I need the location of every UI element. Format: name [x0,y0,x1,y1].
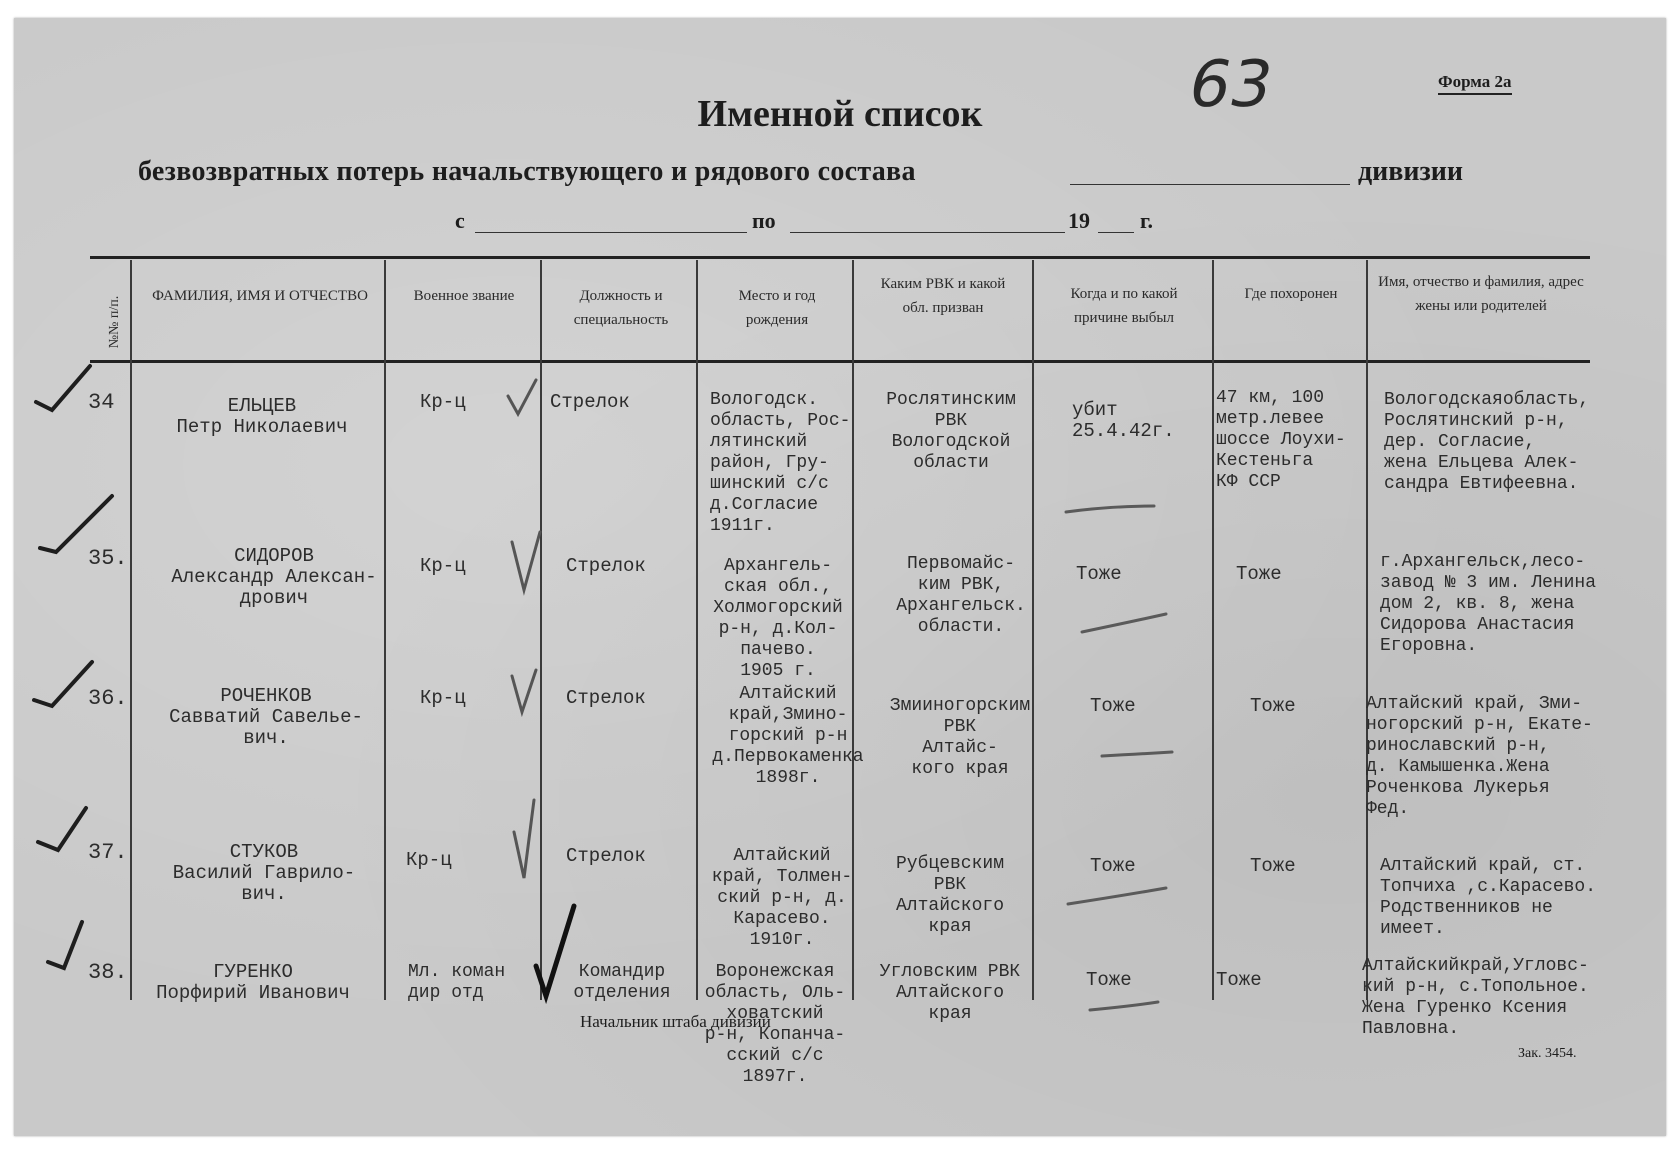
dash-mark [1082,614,1166,632]
form-label: Форма 2а [1438,72,1512,95]
year-label: 19 [1068,208,1090,233]
col-header-birth: Место и год рождения [738,288,816,328]
row-number: 35. [88,546,128,571]
row-name: СИДОРОВ Александр Алексан- дрович [171,545,377,609]
row-position: Командир отделения [573,962,671,1003]
order-number: Зак. 3454. [1518,1046,1577,1061]
row-relatives: Вологодскаяобласть, Рослятинский р-н, дер. Согласие, жена Ельцева Алек- сандра Евтифеевна. [1384,390,1590,494]
row-relatives: г.Архангельск,лесо- завод № 3 им. Ленина дом 2, кв. 8, жена Сидорова Анастасия Егоровна. [1380,552,1597,656]
page-number: 63 [1182,48,1280,122]
col-header-reason: Когда и по какой причине выбыл [1070,286,1178,326]
checkmark-icon [48,922,82,968]
margin-checkmarks [34,366,115,968]
row-position: Стрелок [550,391,630,413]
signature-label: Начальник штаба дивизии [580,1012,771,1031]
row-reason: убит 25.4.42г. [1072,399,1175,442]
division-label: дивизии [1358,156,1464,187]
row-birth: Архангель- ская обл., Холмогорский р-н, д.Кол- пачево. 1905 г. [713,556,843,681]
row-name: СТУКОВ Василий Гаврило- вич. [172,841,356,905]
row-name: ГУРЕНКО Порфирий Иванович [156,961,350,1004]
col-header-position: Должность и специальность [573,288,669,328]
checkmark-icon [40,496,112,552]
row-position: Стрелок [566,555,646,577]
row-reason: Тоже [1090,695,1136,717]
rank-checkmarks [508,380,574,996]
row-rank: Кр-ц [420,555,466,577]
row-buried: Тоже [1236,563,1282,585]
dash-mark [1102,752,1172,756]
page-subtitle: безвозвратных потерь начальствующего и рядового состава [138,156,916,187]
col-header-buried: Где похоронен [1244,286,1338,302]
row-position: Стрелок [566,845,646,867]
from-label: с [455,208,465,233]
row-number: 37. [88,840,128,865]
row-relatives: Алтайскийкрай,Угловс- кий р-н, с.Топольное. Жена Гуренко Ксения Павловна. [1362,956,1589,1039]
row-rank: Кр-ц [420,687,466,709]
row-rank: Кр-ц [406,849,452,871]
row-reason: Тоже [1076,563,1122,585]
row-relatives: Алтайский край, Зми- ногорский р-н, Екате- ринославский р-н, д. Камышенка.Жена Роченкова Лукерья Фед. [1366,694,1593,819]
checkmark-icon [536,906,574,996]
checkmark-icon [514,800,534,878]
row-birth: Вологодск. область, Рос- лятинский район, Гру- шинский с/с д.Согласие 1911г. [710,390,851,536]
col-header-rvk: Каким РВК и какой обл. призван [880,276,1006,316]
row-name: ЕЛЬЦЕВ Петр Николаевич [176,395,348,438]
checkmark-icon [512,532,540,590]
row-rvk: Рубцевским РВК Алтайского края [895,854,1005,937]
dash-mark [1066,506,1154,512]
to-label: по [752,208,776,233]
row-buried: Тоже [1250,855,1296,877]
checkmark-icon [508,380,536,414]
row-number: 34 [88,390,115,415]
col-header-name: ФАМИЛИЯ, ИМЯ И ОТЧЕСТВО [152,288,368,304]
row-name: РОЧЕНКОВ Савватий Савелье- вич. [169,685,363,749]
row-rvk: Змииногорским РВК Алтайс- кого края [889,696,1031,779]
row-rvk: Рослятинским РВК Вологодской области [886,390,1016,473]
row-buried: Тоже [1216,969,1262,991]
row-relatives: Алтайский край, ст. Топчиха ,с.Карасево. Родственников не имеет. [1380,856,1597,939]
row-number: 38. [88,960,128,985]
row-birth: Алтайский край, Толмен- ский р-н, д. Карасево. 1910г. [711,846,853,950]
col-header-relatives: Имя, отчество и фамилия, адрес жены или родителей [1378,274,1584,314]
row-rvk: Первомайс- ким РВК, Архангельск. области. [896,554,1026,637]
col-header-rank: Военное звание [413,288,515,304]
row-buried: Тоже [1250,695,1296,717]
checkmark-icon [512,670,536,712]
row-birth: Воронежская область, Оль- ховатский р-н, Копанча- сский с/с 1897г. [704,962,846,1087]
checkmark-icon [34,662,92,706]
dash-mark [1090,1002,1158,1010]
row-rank: Кр-ц [420,391,466,413]
row-buried: 47 км, 100 метр.левее шоссе Лоухи- Кестеньга КФ ССР [1216,388,1346,492]
row-number: 36. [88,686,128,711]
col-header-num-text: №№ п/п. [107,295,122,349]
row-reason: Тоже [1090,855,1136,877]
checkmark-icon [36,366,90,410]
page-title: Именной список [697,93,983,135]
reason-dashes [1066,506,1172,1010]
row-rank: Мл. коман дир отд [408,962,506,1003]
year-suffix: г. [1140,208,1154,233]
dash-mark [1068,888,1166,904]
row-rvk: Угловским РВК Алтайского края [879,962,1021,1024]
row-position: Стрелок [566,687,646,709]
checkmark-icon [38,808,86,850]
row-reason: Тоже [1086,969,1132,991]
row-birth: Алтайский край,Змино- горский р-н д.Первокаменка 1898г. [712,684,864,788]
